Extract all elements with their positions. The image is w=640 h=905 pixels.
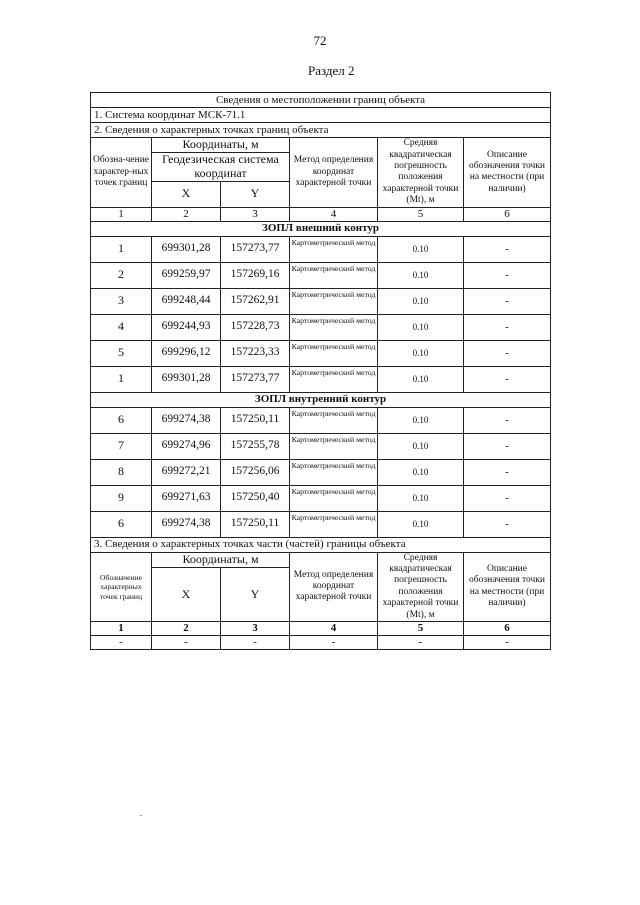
method-cell: Картометрический метод <box>290 340 378 366</box>
column-number: 5 <box>378 621 464 635</box>
coordinate-y: 157250,40 <box>221 485 290 511</box>
empty-cell: - <box>378 635 464 649</box>
method-cell: Картометрический метод <box>290 511 378 537</box>
header-point-designation: Обозна-чение характер-ных точек границ <box>91 138 152 208</box>
coordinate-x: 699271,63 <box>152 485 221 511</box>
method-cell: Картометрический метод <box>290 236 378 262</box>
table-row <box>91 433 551 459</box>
parts-header-error: Средняя квадратическая погрешность положения характерной точки (Mt), м <box>378 552 464 621</box>
coordinate-x: 699244,93 <box>152 314 221 340</box>
coordinate-y: 157250,11 <box>221 511 290 537</box>
point-number: 7 <box>91 433 152 459</box>
method-cell: Картометрический метод <box>290 366 378 392</box>
error-cell: 0.10 <box>378 433 464 459</box>
section-title: Раздел 2 <box>308 63 355 78</box>
coordinate-y: 157250,11 <box>221 407 290 433</box>
parts-empty-row <box>91 635 551 649</box>
table-title: Сведения о местоположении границ объекта <box>91 93 551 108</box>
coordinate-x: 699259,97 <box>152 262 221 288</box>
error-cell: 0.10 <box>378 511 464 537</box>
point-number: 6 <box>91 511 152 537</box>
coordinate-x: 699248,44 <box>152 288 221 314</box>
method-cell: Картометрический метод <box>290 314 378 340</box>
table-row <box>91 236 551 262</box>
column-number: 4 <box>290 621 378 635</box>
point-number: 4 <box>91 314 152 340</box>
description-cell: - <box>464 485 551 511</box>
method-cell: Картометрический метод <box>290 288 378 314</box>
error-cell: 0.10 <box>378 340 464 366</box>
scan-speck <box>140 815 142 816</box>
header-geodetic: Геодезическая система координат <box>152 153 290 182</box>
point-number: 6 <box>91 407 152 433</box>
description-cell: - <box>464 459 551 485</box>
coordinate-x: 699301,28 <box>152 366 221 392</box>
description-cell: - <box>464 407 551 433</box>
parts-column-numbers-row <box>91 621 551 635</box>
coordinate-y: 157262,91 <box>221 288 290 314</box>
column-number: 2 <box>152 207 221 221</box>
description-cell: - <box>464 340 551 366</box>
method-cell: Картометрический метод <box>290 433 378 459</box>
coordinate-y: 157256,06 <box>221 459 290 485</box>
error-cell: 0.10 <box>378 288 464 314</box>
coordinate-y: 157255,78 <box>221 433 290 459</box>
description-cell: - <box>464 262 551 288</box>
point-number: 8 <box>91 459 152 485</box>
empty-cell: - <box>464 635 551 649</box>
points-section-row: 2. Сведения о характерных точках границ объекта <box>91 123 551 138</box>
coordinate-x: 699274,38 <box>152 407 221 433</box>
column-numbers-row <box>91 207 551 221</box>
parts-header-method: Метод определения координат характерной точки <box>290 552 378 621</box>
parts-header-x: X <box>152 567 221 621</box>
column-number: 6 <box>464 207 551 221</box>
description-cell: - <box>464 288 551 314</box>
method-cell: Картометрический метод <box>290 459 378 485</box>
coordinate-x: 699272,21 <box>152 459 221 485</box>
header-y: Y <box>221 181 290 207</box>
table-row <box>91 262 551 288</box>
header-method: Метод определения координат характерной точки <box>290 138 378 208</box>
coordinate-x: 699274,38 <box>152 511 221 537</box>
empty-cell: - <box>152 635 221 649</box>
point-number: 1 <box>91 236 152 262</box>
coordinate-y: 157228,73 <box>221 314 290 340</box>
parts-header-point-designation: Обозначение характерных точек границ <box>91 552 152 621</box>
column-number: 3 <box>221 621 290 635</box>
coordinate-y: 157223,33 <box>221 340 290 366</box>
column-number: 1 <box>91 207 152 221</box>
parts-section-row: 3. Сведения о характерных точках части (частей) границы объекта <box>91 537 551 552</box>
coordinate-system-row: 1. Система координат МСК-71.1 <box>91 108 551 123</box>
point-number: 3 <box>91 288 152 314</box>
table-row <box>91 314 551 340</box>
header-description: Описание обозначения точки на местности (при наличии) <box>464 138 551 208</box>
point-number: 2 <box>91 262 152 288</box>
error-cell: 0.10 <box>378 459 464 485</box>
error-cell: 0.10 <box>378 314 464 340</box>
inner-contour-title: ЗОПЛ внутренний контур <box>91 392 551 407</box>
table-row <box>91 288 551 314</box>
parts-header-description: Описание обозначения точки на местности (при наличии) <box>464 552 551 621</box>
point-number: 5 <box>91 340 152 366</box>
header-error: Средняя квадратическая погрешность положения характерной точки (Mt), м <box>378 138 464 208</box>
outer-contour-title: ЗОПЛ внешний контур <box>91 221 551 236</box>
table-row <box>91 407 551 433</box>
point-number: 1 <box>91 366 152 392</box>
coordinate-y: 157273,77 <box>221 236 290 262</box>
error-cell: 0.10 <box>378 366 464 392</box>
coordinate-x: 699274,96 <box>152 433 221 459</box>
column-number: 5 <box>378 207 464 221</box>
table-row <box>91 366 551 392</box>
empty-cell: - <box>91 635 152 649</box>
description-cell: - <box>464 366 551 392</box>
method-cell: Картометрический метод <box>290 262 378 288</box>
error-cell: 0.10 <box>378 262 464 288</box>
coordinate-y: 157273,77 <box>221 366 290 392</box>
empty-cell: - <box>290 635 378 649</box>
description-cell: - <box>464 236 551 262</box>
description-cell: - <box>464 314 551 340</box>
column-number: 6 <box>464 621 551 635</box>
header-x: X <box>152 181 221 207</box>
empty-cell: - <box>221 635 290 649</box>
error-cell: 0.10 <box>378 485 464 511</box>
table-row <box>91 459 551 485</box>
table-row <box>91 340 551 366</box>
description-cell: - <box>464 433 551 459</box>
error-cell: 0.10 <box>378 236 464 262</box>
description-cell: - <box>464 511 551 537</box>
parts-header-y: Y <box>221 567 290 621</box>
column-number: 1 <box>91 621 152 635</box>
boundary-table <box>90 92 551 650</box>
page-number: 72 <box>313 33 327 48</box>
table-row <box>91 511 551 537</box>
column-number: 3 <box>221 207 290 221</box>
table-row <box>91 485 551 511</box>
method-cell: Картометрический метод <box>290 407 378 433</box>
parts-header-coords: Координаты, м <box>152 552 290 567</box>
method-cell: Картометрический метод <box>290 485 378 511</box>
column-number: 2 <box>152 621 221 635</box>
point-number: 9 <box>91 485 152 511</box>
header-coords: Координаты, м <box>152 138 290 153</box>
coordinate-x: 699301,28 <box>152 236 221 262</box>
error-cell: 0.10 <box>378 407 464 433</box>
coordinate-y: 157269,16 <box>221 262 290 288</box>
coordinate-x: 699296,12 <box>152 340 221 366</box>
column-number: 4 <box>290 207 378 221</box>
